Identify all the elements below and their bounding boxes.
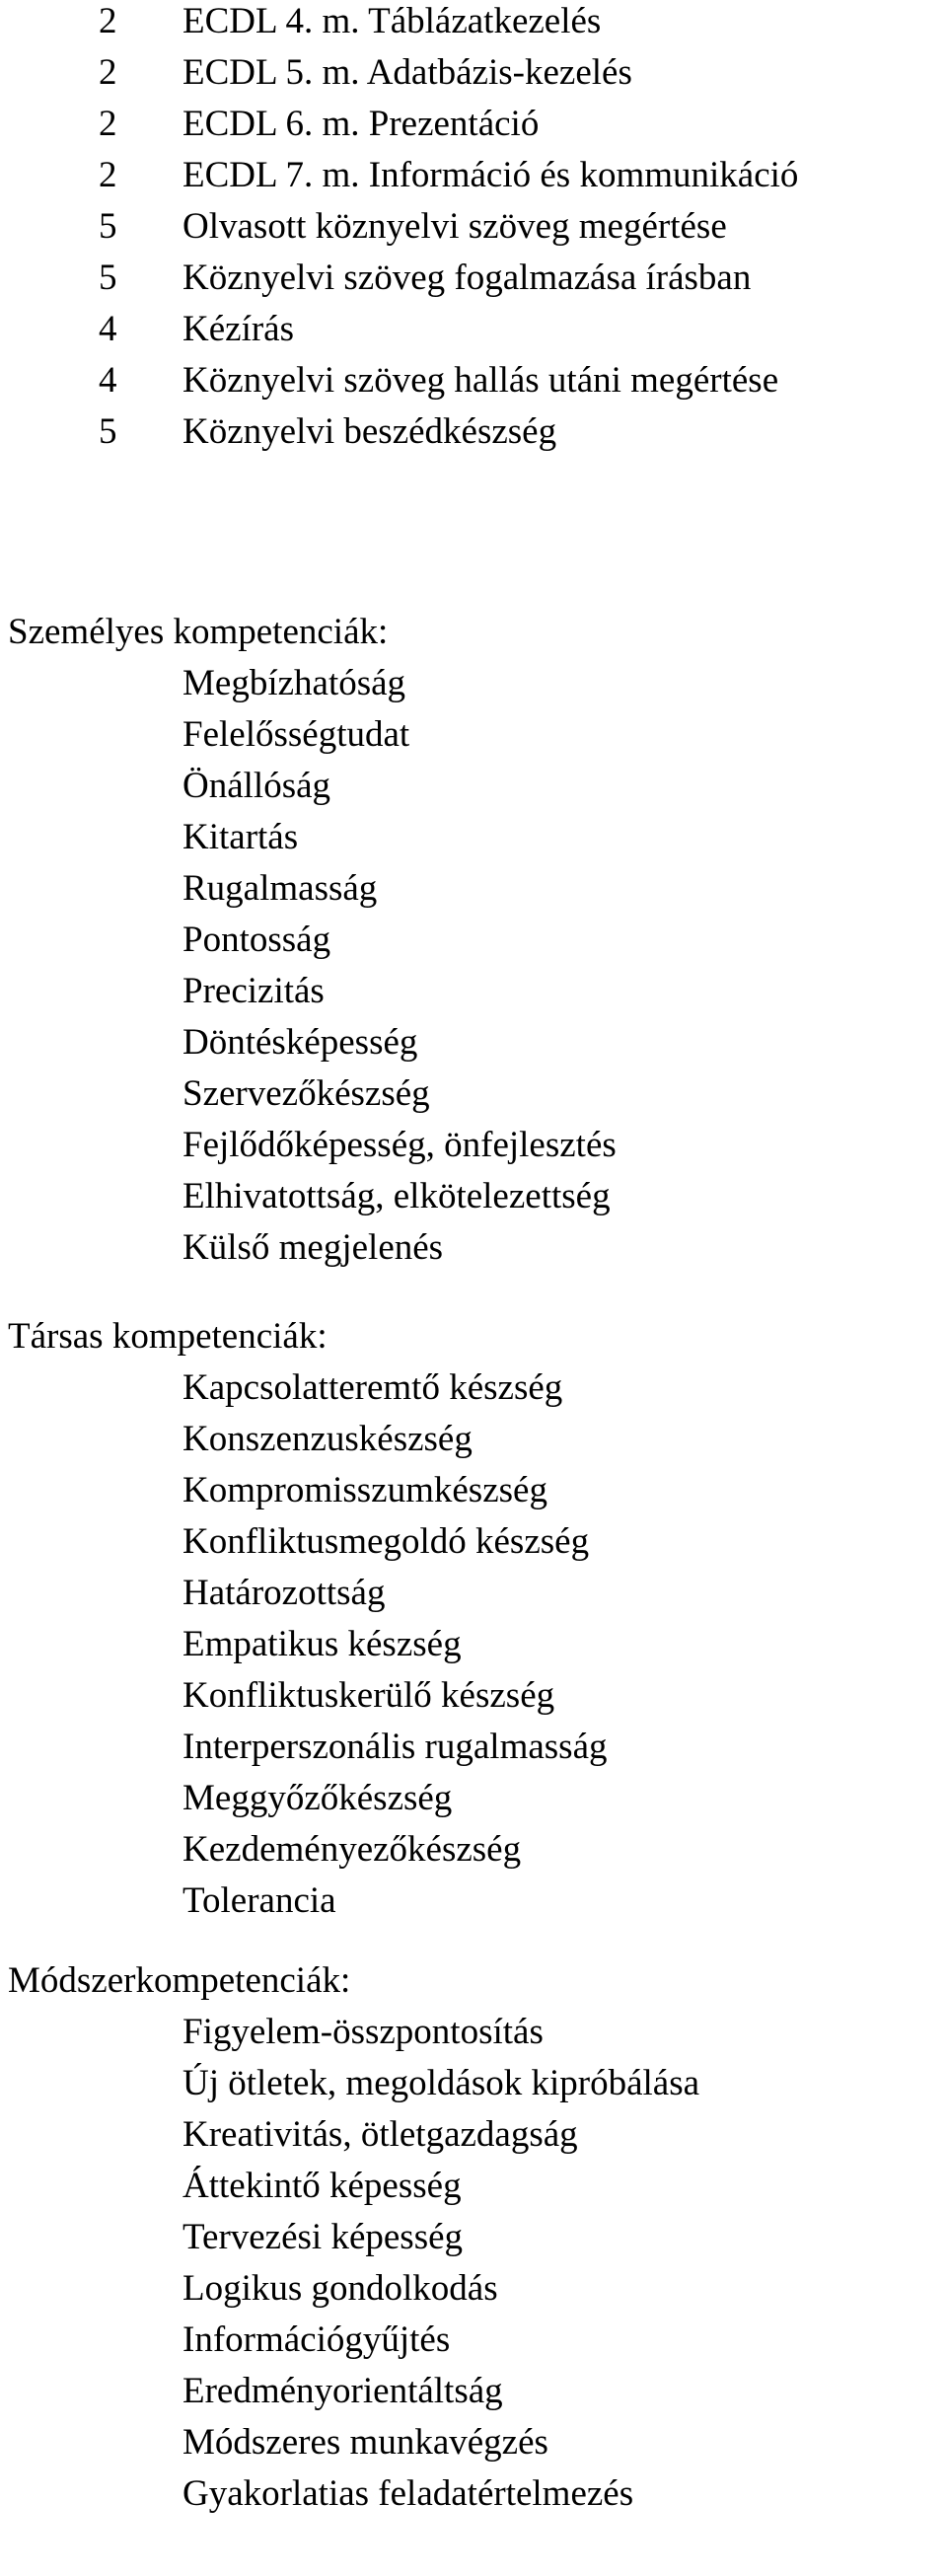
skill-level: 4 bbox=[99, 309, 117, 349]
skill-level: 2 bbox=[99, 104, 117, 144]
list-item: Önállóság bbox=[182, 766, 331, 806]
list-item: Figyelem-összpontosítás bbox=[182, 2012, 544, 2052]
skill-row bbox=[0, 47, 947, 99]
list-item: Szervezőkészség bbox=[182, 1073, 430, 1114]
list-item: Kompromisszumkészség bbox=[182, 1470, 547, 1510]
list-item: Konszenzuskészség bbox=[182, 1419, 473, 1459]
skill-name: Olvasott köznyelvi szöveg megértése bbox=[182, 206, 727, 247]
list-item: Precizitás bbox=[182, 971, 325, 1011]
skill-name: Köznyelvi beszédkészség bbox=[182, 411, 557, 452]
list-item: Áttekintő képesség bbox=[182, 2166, 462, 2206]
list-item: Felelősségtudat bbox=[182, 714, 410, 755]
skill-name: ECDL 5. m. Adatbázis-kezelés bbox=[182, 52, 632, 93]
list-item: Eredményorientáltság bbox=[182, 2371, 503, 2411]
list-item: Tolerancia bbox=[182, 1880, 336, 1921]
list-item: Konfliktuskerülő készség bbox=[182, 1675, 555, 1716]
skill-name: Kézírás bbox=[182, 309, 294, 349]
skill-level: 2 bbox=[99, 52, 117, 93]
section-heading: Társas kompetenciák: bbox=[8, 1316, 328, 1357]
skill-row bbox=[0, 201, 947, 253]
skill-name: Köznyelvi szöveg hallás utáni megértése bbox=[182, 360, 779, 401]
skill-name: Köznyelvi szöveg fogalmazása írásban bbox=[182, 258, 752, 298]
skill-row bbox=[0, 150, 947, 201]
list-item: Elhivatottság, elkötelezettség bbox=[182, 1176, 611, 1216]
list-item: Fejlődőképesség, önfejlesztés bbox=[182, 1125, 617, 1165]
section-heading: Személyes kompetenciák: bbox=[8, 612, 389, 652]
skill-level-list bbox=[0, 0, 947, 458]
skill-row bbox=[0, 355, 947, 406]
skill-level: 5 bbox=[99, 411, 117, 452]
list-item: Gyakorlatias feladatértelmezés bbox=[182, 2473, 634, 2514]
list-item: Tervezési képesség bbox=[182, 2217, 464, 2257]
list-item: Új ötletek, megoldások kipróbálása bbox=[182, 2063, 700, 2103]
skill-row bbox=[0, 99, 947, 150]
list-item: Határozottság bbox=[182, 1573, 386, 1613]
list-item: Módszeres munkavégzés bbox=[182, 2422, 548, 2463]
skill-level: 2 bbox=[99, 1, 117, 41]
list-item: Kitartás bbox=[182, 817, 299, 857]
list-item: Logikus gondolkodás bbox=[182, 2268, 498, 2309]
section-social-competencies bbox=[0, 1311, 947, 1927]
list-item: Interperszonális rugalmasság bbox=[182, 1727, 608, 1767]
skill-row bbox=[0, 0, 947, 47]
list-item: Rugalmasság bbox=[182, 868, 378, 909]
list-item: Külső megjelenés bbox=[182, 1227, 444, 1268]
list-item: Pontosság bbox=[182, 920, 331, 960]
skill-level: 5 bbox=[99, 258, 117, 298]
section-method-competencies bbox=[0, 1955, 947, 2520]
skill-row bbox=[0, 406, 947, 458]
skill-name: ECDL 4. m. Táblázatkezelés bbox=[182, 1, 602, 41]
skill-level: 5 bbox=[99, 206, 117, 247]
list-item: Empatikus készség bbox=[182, 1624, 462, 1664]
skill-name: ECDL 6. m. Prezentáció bbox=[182, 104, 540, 144]
skill-row bbox=[0, 304, 947, 355]
list-item: Információgyűjtés bbox=[182, 2319, 451, 2360]
section-personal-competencies bbox=[0, 607, 947, 1274]
list-item: Döntésképesség bbox=[182, 1022, 418, 1063]
list-item: Meggyőzőkészség bbox=[182, 1778, 453, 1818]
list-item: Konfliktusmegoldó készség bbox=[182, 1521, 590, 1562]
list-item: Kapcsolatteremtő készség bbox=[182, 1367, 563, 1408]
skill-name: ECDL 7. m. Információ és kommunikáció bbox=[182, 155, 799, 195]
skill-level: 4 bbox=[99, 360, 117, 401]
section-heading: Módszerkompetenciák: bbox=[8, 1960, 351, 2001]
list-item: Megbízhatóság bbox=[182, 663, 406, 703]
skill-row bbox=[0, 253, 947, 304]
skill-level: 2 bbox=[99, 155, 117, 195]
list-item: Kreativitás, ötletgazdagság bbox=[182, 2114, 578, 2155]
list-item: Kezdeményezőkészség bbox=[182, 1829, 522, 1870]
